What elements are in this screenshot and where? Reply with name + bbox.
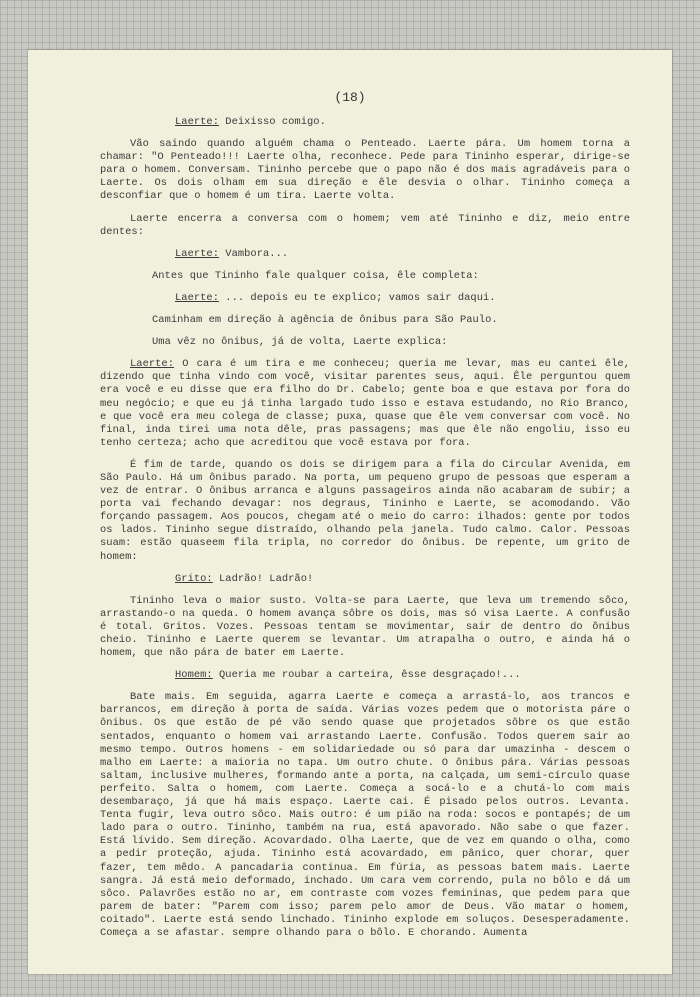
- action-paragraph: [152, 270, 630, 283]
- action-paragraph: [152, 314, 630, 327]
- paragraph-text: ... depois eu te explico; vamos sair daqui.: [219, 291, 496, 304]
- speaker-name: Laerte:: [130, 358, 174, 371]
- paragraph-text: É fim de tarde, quando os dois se dirigem para a fila do Circular Avenida, em São Paulo. Há um ônibus parado. Na porta, um pequeno grupo de pessoas que esperam a vez de entrar. O ônibus arranca e alguns passageiros ainda não acabaram de subir; a porta vai fechando devagar: nos degraus, Tininho e Laerte, se acomodando. Vão forçando passagem. Aos poucos, chegam até o meio do carro: ilhados: gente por todos os lados. Tininho segue distraído, olhando pela janela. Tudo calmo. Calor. Pessoas suam: estão quaseem fila tripla, no corredor do ônibus. De repente, um grito de homem:: [100, 458, 630, 563]
- speaker-name: Laerte:: [175, 116, 219, 128]
- paragraph-text: Vão saindo quando alguém chama o Penteado. Laerte pára. Um homem torna a chamar: "O Penteado!!! Laerte olha, reconhece. Pede para Tininho esperar, dirige-se para o homem. Conversam. Tininho percebe que o papo não é dos mais agradáveis para o Laerte. Os dois olham em sua direção e êle desvia o olhar. Tininho começa a desconfiar que o homem é um tira. Laerte volta.: [100, 138, 630, 203]
- speaker-name: Laerte:: [175, 247, 219, 260]
- paragraph-text: Queria me roubar a carteira, êsse desgraçado!...: [212, 669, 521, 682]
- paragraph-text: Ladrão! Ladrão!: [212, 572, 314, 585]
- speaker-name: Laerte:: [175, 291, 219, 304]
- dialogue-line: [175, 116, 630, 129]
- dialogue-line: [175, 669, 630, 682]
- speaker-name: Grito:: [175, 572, 213, 585]
- script-text: [100, 116, 630, 949]
- paragraph-text: Laerte encerra a conversa com o homem; vem até Tininho e diz, meio entre dentes:: [100, 212, 630, 238]
- action-paragraph: [100, 138, 630, 203]
- dialogue-line: [175, 292, 630, 305]
- action-paragraph: [100, 691, 630, 940]
- paragraph-text: Tininho leva o maior susto. Volta-se para Laerte, que leva um tremendo sôco, arrastando-o na queda. O homem avança sôbre os dois, mas só visa Laerte. A confusão é total. Gritos. Vozes. Pessoas tentam se movimentar, sair de dentro do ônibus cheio. Tininho e Laerte querem se levantar. Um atrapalha o outro, e ainda há o homem, que não pára de bater em Laerte.: [100, 594, 630, 660]
- dialogue-line: [175, 573, 630, 586]
- action-paragraph: [100, 213, 630, 239]
- page-number: (18): [334, 90, 366, 105]
- paragraph-text: Vambora...: [219, 247, 289, 260]
- paragraph-text: O cara é um tira e me conheceu; queria me levar, mas eu cantei êle, dizendo que tinha vindo com você, visitar parentes seus, aqui. Êle perguntou quem era você e eu disse que era filho do Dr. Cabelo; gente boa e que estava por fora do meu negócio; e que eu já tinha largado tudo isso e estava estudando, no Rio Branco, e que você era meu colega de classe; puxa, quase que êle vem conversar com você. No final, inda tirei uma nota dêle, pras passagens; mas que êle não engoliu, isso eu tenho certeza; acho que acreditou que você estava por fora.: [100, 358, 630, 449]
- dialogue-line: [100, 358, 630, 450]
- paragraph-text: Antes que Tininho fale qualquer coisa, êle completa:: [152, 269, 479, 282]
- dialogue-line: [175, 248, 630, 261]
- paragraph-text: Caminham em direção à agência de ônibus para São Paulo.: [152, 314, 498, 327]
- typewritten-page: [28, 50, 672, 974]
- speaker-name: Homem:: [175, 669, 213, 682]
- paragraph-text: Deixisso comigo.: [219, 116, 326, 128]
- paragraph-text: Bate mais. Em seguida, agarra Laerte e começa a arrastá-lo, aos trancos e barrancos, em direção à porta de saída. Várias vozes pedem que o motorista páre o ônibus. Os que estão de pé vão sendo quase que projetados sôbre os que estão sentados, enquanto o homem vai arrastando Laerte. Confusão. Todos querem sair ao mesmo tempo. Outros homens - em solidariedade ou só para dar umazinha - descem o malho em Laerte: a maioria no tapa. Um outro chute. O ônibus pára. Várias pessoas saltam, inclusive mulheres, formando ante a porta, na calçada, um semi-círculo quase perfeito. Salta o homem, com Laerte. Começa a socá-lo e a chutá-lo com mais desembaraço, já que há mais espaço. Laerte cai. É pisado pelos outros. Levanta. Tenta fugir, leva outro sôco. Mais outro: é um pião na roda: socos e pontapés; de um lado para o outro. Tininho, também na rua, está apavorado. Não sabe o que fazer. Está lívido. Sem direção. Acovardado. Olha Laerte, que de vez em quando o olha, como a pedir proteção, ajuda. Tininho está acovardado, em pânico, quer chorar, quer fazer, tem mêdo. A pancadaria continua. Em fúria, as pessoas batem mais. Laerte sangra. Já está meio deformado, inchado. Um cara vem correndo, pula no bôlo e dá um sôco. Palavrões estão no ar, em contraste com vozes femininas, que pedem para que parem de bater: "Parem com isso; parem pelo amor de Deus. Vão matar o homem, coitado". Laerte está sendo linchado. Tininho explode em soluços. Desesperadamente. Começa a se afastar. sempre olhando para o bôlo. E chorando. Aumenta: [100, 691, 630, 939]
- action-paragraph: [152, 336, 630, 349]
- paragraph-text: Uma vêz no ônibus, já de volta, Laerte explica:: [152, 336, 448, 349]
- action-paragraph: [100, 595, 630, 660]
- action-paragraph: [100, 459, 630, 564]
